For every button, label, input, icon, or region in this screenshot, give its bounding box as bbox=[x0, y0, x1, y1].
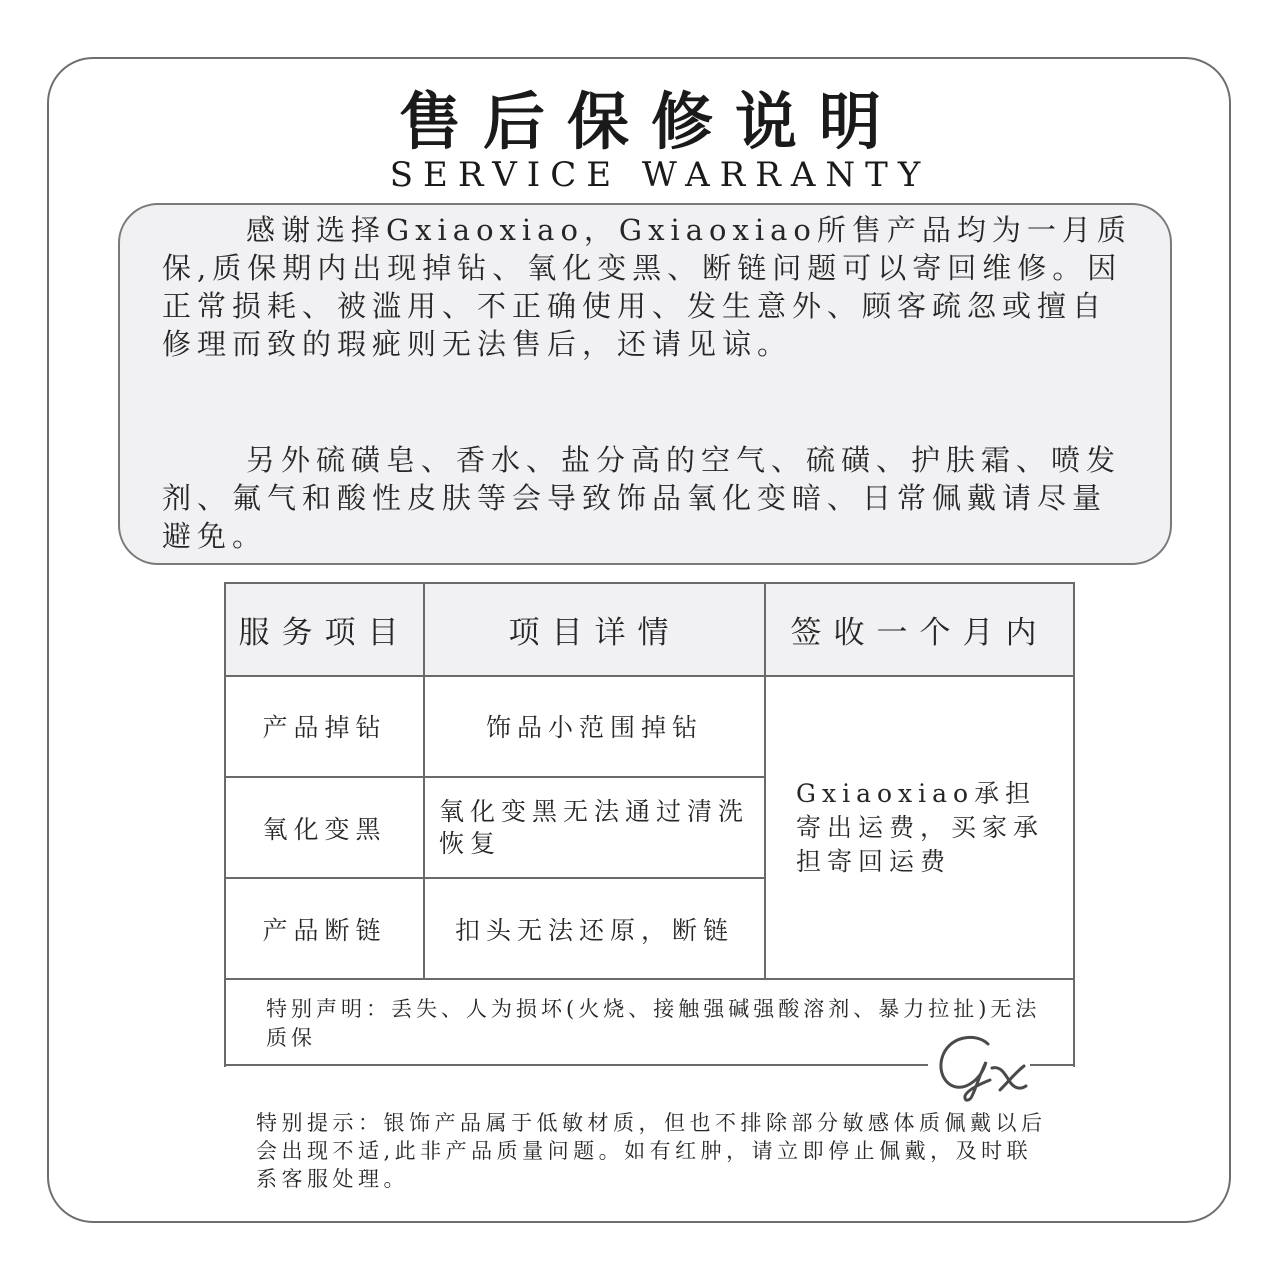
page-subtitle: SERVICE WARRANTY bbox=[389, 155, 931, 195]
special-statement: 特别声明：丢失、人为损坏(火烧、接触强碱强酸溶剂、暴力拉扯)无法质保 bbox=[225, 979, 1074, 1067]
table-row bbox=[225, 676, 1074, 777]
table-header-row bbox=[225, 583, 1074, 676]
gx-signature-logo bbox=[930, 1030, 1040, 1104]
header-within-one-month: 签收一个月内 bbox=[765, 583, 1074, 676]
header-service-item: 服务项目 bbox=[225, 583, 424, 676]
intro-panel bbox=[118, 203, 1172, 565]
row-item-missing-stone: 产品掉钻 bbox=[225, 676, 424, 777]
row-detail-missing-stone: 饰品小范围掉钻 bbox=[424, 676, 765, 777]
header-item-detail: 项目详情 bbox=[424, 583, 765, 676]
table-bottom-border-left bbox=[224, 1064, 928, 1066]
intro-paragraph-care: 另外硫磺皂、香水、盐分高的空气、硫磺、护肤霜、喷发剂、氟气和酸性皮肤等会导致饰品氧化变暗、日常佩戴请尽量避免。 bbox=[162, 443, 1122, 553]
special-tip: 特别提示：银饰产品属于低敏材质，但也不排除部分敏感体质佩戴以后会出现不适,此非产品质量问题。如有红肿，请立即停止佩戴，及时联系客服处理。 bbox=[256, 1111, 1047, 1191]
row-item-oxidation: 氧化变黑 bbox=[225, 777, 424, 878]
intro-paragraph-warranty: 感谢选择Gxiaoxiao，Gxiaoxiao所售产品均为一月质保,质保期内出现掉钻、氧化变黑、断链问题可以寄回维修。因正常损耗、被滥用、不正确使用、发生意外、顾客疏忽或擅自修理而致的瑕疵则无法售后，还请见谅。 bbox=[162, 213, 1132, 361]
service-table bbox=[224, 582, 1075, 1067]
shipping-policy: Gxiaoxiao承担寄出运费，买家承担寄回运费 bbox=[765, 676, 1074, 979]
row-detail-broken-chain: 扣头无法还原，断链 bbox=[424, 878, 765, 979]
row-detail-oxidation: 氧化变黑无法通过清洗恢复 bbox=[424, 777, 765, 878]
page-title: 售后保修说明 bbox=[398, 85, 903, 158]
row-item-broken-chain: 产品断链 bbox=[225, 878, 424, 979]
